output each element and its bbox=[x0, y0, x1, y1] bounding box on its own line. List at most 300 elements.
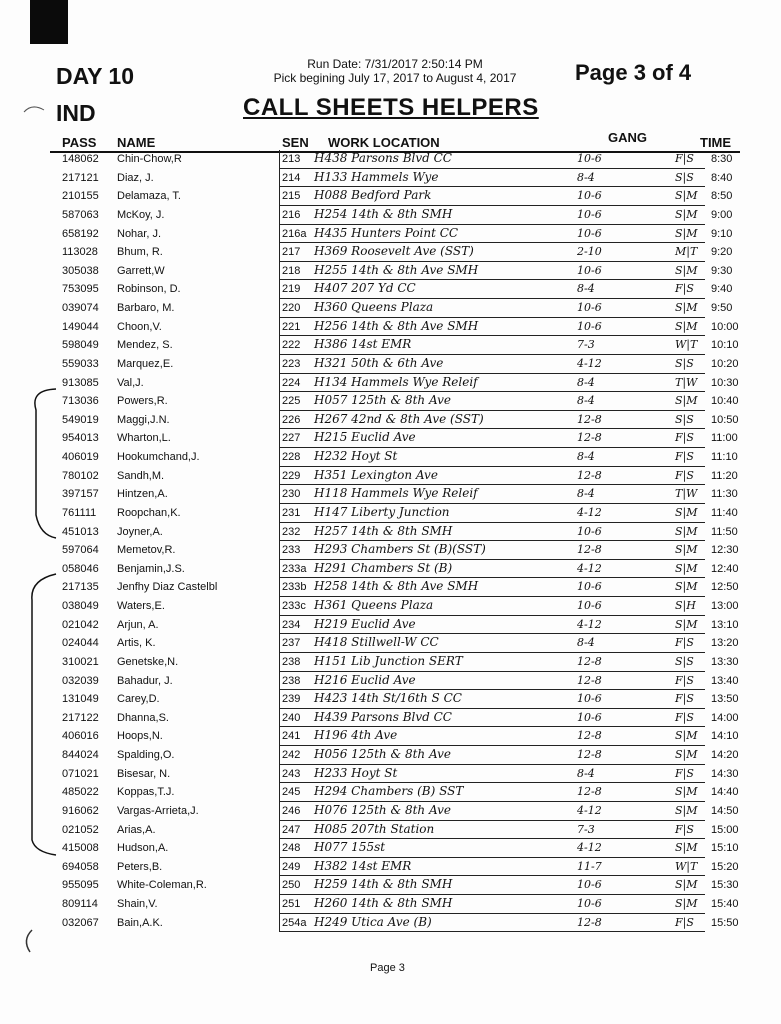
pass-cell: 753095 bbox=[62, 283, 99, 296]
sen-cell: 230 bbox=[282, 488, 301, 501]
work-location-cell: H439 Parsons Blvd CC bbox=[314, 709, 452, 724]
pass-cell: 916062 bbox=[62, 804, 99, 817]
gang-cell: 8-4 bbox=[577, 636, 595, 650]
sen-cell: 239 bbox=[282, 693, 301, 706]
work-location-cell: H361 Queens Plaza bbox=[314, 598, 434, 612]
pass-cell: 406016 bbox=[62, 730, 99, 743]
work-location-cell: H216 Euclid Ave bbox=[314, 672, 416, 687]
name-cell: Genetske,N. bbox=[117, 655, 179, 668]
col-work-location: WORK LOCATION bbox=[328, 135, 440, 150]
time-cell: 11:40 bbox=[711, 506, 738, 519]
pass-cell: 694058 bbox=[62, 860, 99, 873]
name-cell: Arjun, A. bbox=[117, 618, 159, 631]
sen-cell: 233b bbox=[282, 581, 307, 594]
sen-cell: 248 bbox=[282, 842, 301, 855]
work-location-cell: H215 Euclid Ave bbox=[314, 430, 416, 445]
time-cell: 13:40 bbox=[711, 674, 739, 687]
pass-cell: 148062 bbox=[62, 153, 99, 165]
days-off-cell: S|M bbox=[675, 617, 698, 631]
sen-cell: 227 bbox=[282, 432, 301, 445]
time-cell: 11:10 bbox=[711, 451, 738, 463]
pass-cell: 485022 bbox=[62, 786, 99, 799]
sen-cell: 229 bbox=[282, 469, 301, 482]
pass-cell: 713036 bbox=[62, 395, 99, 408]
pass-cell: 305038 bbox=[62, 264, 99, 277]
sen-cell: 247 bbox=[282, 823, 301, 836]
sen-cell: 233c bbox=[282, 600, 306, 612]
time-cell: 15:40 bbox=[711, 898, 739, 910]
page-counter: Page 3 of 4 bbox=[575, 60, 692, 85]
sen-cell: 220 bbox=[282, 302, 301, 314]
gang-cell: 4-12 bbox=[577, 356, 602, 370]
sen-cell: 234 bbox=[282, 618, 301, 631]
time-cell: 11:50 bbox=[711, 525, 738, 538]
work-location-cell: H423 14th St/16th S CC bbox=[314, 691, 462, 706]
day-label: DAY 10 bbox=[56, 63, 135, 89]
gang-cell: 12-8 bbox=[577, 468, 602, 482]
days-off-cell: T|W bbox=[675, 487, 698, 501]
days-off-cell: S|M bbox=[675, 580, 698, 594]
name-cell: Peters,B. bbox=[117, 860, 163, 873]
gang-cell: 4-12 bbox=[577, 617, 602, 631]
pass-cell: 210155 bbox=[62, 190, 99, 203]
name-cell: Barbaro, M. bbox=[117, 302, 175, 314]
gang-cell: 10-6 bbox=[577, 897, 602, 910]
sen-cell: 232 bbox=[282, 525, 301, 538]
work-location-cell: H249 Utica Ave (B) bbox=[314, 914, 432, 929]
days-off-cell: F|S bbox=[675, 822, 694, 836]
gang-cell: 7-3 bbox=[577, 822, 595, 836]
work-location-cell: H118 Hammels Wye Releif bbox=[314, 486, 478, 501]
pass-cell: 397157 bbox=[62, 488, 99, 501]
gang-cell: 12-8 bbox=[577, 915, 602, 929]
sen-cell: 214 bbox=[282, 171, 301, 184]
days-off-cell: F|S bbox=[675, 450, 694, 463]
time-cell: 9:40 bbox=[711, 283, 733, 296]
pass-cell: 598049 bbox=[62, 339, 99, 352]
time-cell: 9:30 bbox=[711, 264, 733, 277]
name-cell: Arias,A. bbox=[117, 823, 156, 836]
pass-cell: 032067 bbox=[62, 916, 99, 929]
time-cell: 8:50 bbox=[711, 190, 733, 203]
gang-cell: 10-6 bbox=[577, 710, 602, 724]
time-cell: 9:20 bbox=[711, 246, 733, 259]
work-location-cell: H219 Euclid Ave bbox=[314, 616, 416, 631]
days-off-cell: S|M bbox=[675, 189, 698, 203]
sen-cell: 243 bbox=[282, 767, 301, 780]
pass-cell: 024044 bbox=[62, 637, 99, 650]
name-cell: Maggi,J.N. bbox=[117, 413, 170, 426]
days-off-cell: S|M bbox=[675, 785, 698, 799]
time-cell: 10:30 bbox=[711, 376, 739, 389]
work-location-cell: H232 Hoyt St bbox=[314, 449, 398, 463]
gang-cell: 12-8 bbox=[577, 673, 602, 687]
days-off-cell: S|M bbox=[675, 524, 698, 538]
pick-range: Pick begining July 17, 2017 to August 4, 2017 bbox=[273, 71, 517, 85]
work-location-cell: H438 Parsons Blvd CC bbox=[314, 151, 452, 165]
gang-cell: 12-8 bbox=[577, 431, 602, 445]
pass-cell: 021042 bbox=[62, 618, 99, 631]
sen-cell: 219 bbox=[282, 283, 301, 296]
name-cell: Bahadur, J. bbox=[117, 674, 173, 687]
days-off-cell: S|M bbox=[675, 729, 698, 743]
time-cell: 14:10 bbox=[711, 730, 739, 743]
sen-cell: 249 bbox=[282, 860, 301, 873]
days-off-cell: S|M bbox=[675, 394, 698, 408]
days-off-cell: S|M bbox=[675, 897, 698, 910]
time-cell: 13:00 bbox=[711, 600, 739, 612]
work-location-cell: H351 Lexington Ave bbox=[314, 467, 438, 482]
time-cell: 15:30 bbox=[711, 879, 739, 892]
name-cell: Mendez, S. bbox=[117, 339, 173, 352]
sen-cell: 251 bbox=[282, 898, 301, 910]
name-cell: Bisesar, N. bbox=[117, 767, 171, 780]
name-cell: Bain,A.K. bbox=[117, 916, 163, 929]
col-gang: GANG bbox=[608, 130, 647, 145]
days-off-cell: F|S bbox=[675, 766, 694, 780]
gang-cell: 10-6 bbox=[577, 263, 602, 277]
days-off-cell: F|S bbox=[675, 636, 694, 650]
time-cell: 15:00 bbox=[711, 823, 739, 836]
work-location-cell: H293 Chambers St (B)(SST) bbox=[314, 542, 486, 557]
col-name: NAME bbox=[117, 135, 156, 150]
pass-cell: 658192 bbox=[62, 227, 99, 240]
sen-cell: 254a bbox=[282, 916, 307, 929]
gang-cell: 7-3 bbox=[577, 338, 595, 352]
gang-cell: 4-12 bbox=[577, 803, 602, 817]
gang-cell: 10-6 bbox=[577, 152, 602, 165]
name-cell: Carey,D. bbox=[117, 693, 160, 706]
pass-cell: 451013 bbox=[62, 525, 99, 538]
days-off-cell: F|S bbox=[675, 431, 694, 445]
gang-cell: 10-6 bbox=[577, 599, 602, 612]
work-location-cell: H256 14th & 8th Ave SMH bbox=[314, 318, 479, 333]
name-cell: Delamaza, T. bbox=[117, 190, 181, 203]
work-location-cell: H260 14th & 8th SMH bbox=[314, 896, 453, 910]
sen-cell: 250 bbox=[282, 879, 301, 892]
work-location-cell: H291 Chambers St (B) bbox=[314, 560, 453, 575]
time-cell: 12:40 bbox=[711, 562, 739, 575]
sen-cell: 222 bbox=[282, 339, 301, 352]
pass-cell: 217135 bbox=[62, 581, 99, 594]
pass-cell: 913085 bbox=[62, 376, 99, 389]
gang-cell: 8-4 bbox=[577, 450, 595, 463]
time-cell: 8:30 bbox=[711, 153, 733, 165]
name-cell: Jenfhy Diaz Castelbl bbox=[117, 581, 218, 594]
gang-cell: 12-8 bbox=[577, 412, 602, 426]
ind-label: IND bbox=[56, 100, 96, 126]
days-off-cell: S|M bbox=[675, 301, 698, 314]
pass-cell: 587063 bbox=[62, 208, 99, 221]
work-location-cell: H258 14th & 8th Ave SMH bbox=[314, 579, 479, 594]
gang-cell: 2-10 bbox=[577, 245, 602, 259]
time-cell: 14:00 bbox=[711, 711, 739, 724]
pass-cell: 559033 bbox=[62, 357, 99, 370]
sen-cell: 215 bbox=[282, 190, 301, 203]
name-cell: Waters,E. bbox=[117, 600, 165, 612]
sen-cell: 238 bbox=[282, 674, 301, 687]
col-time: TIME bbox=[700, 135, 732, 150]
sen-cell: 216a bbox=[282, 227, 307, 240]
pass-cell: 597064 bbox=[62, 544, 99, 557]
days-off-cell: T|W bbox=[675, 375, 698, 389]
time-cell: 13:20 bbox=[711, 637, 739, 650]
time-cell: 10:00 bbox=[711, 320, 739, 333]
name-cell: Powers,R. bbox=[117, 395, 168, 408]
pass-cell: 217122 bbox=[62, 711, 99, 724]
gang-cell: 10-6 bbox=[577, 319, 602, 333]
days-off-cell: S|M bbox=[675, 878, 698, 892]
gang-cell: 10-6 bbox=[577, 692, 602, 706]
days-off-cell: S|H bbox=[675, 599, 696, 612]
time-cell: 13:50 bbox=[711, 693, 739, 706]
name-cell: Wharton,L. bbox=[117, 432, 171, 445]
sen-cell: 213 bbox=[282, 153, 301, 165]
name-cell: Val,J. bbox=[117, 376, 144, 389]
name-cell: McKoy, J. bbox=[117, 208, 165, 221]
gang-cell: 11-7 bbox=[577, 859, 602, 873]
days-off-cell: S|M bbox=[675, 319, 698, 333]
name-cell: Spalding,O. bbox=[117, 749, 175, 761]
work-location-cell: H369 Roosevelt Ave (SST) bbox=[314, 244, 474, 259]
time-cell: 11:30 bbox=[711, 488, 738, 501]
gang-cell: 8-4 bbox=[577, 375, 595, 389]
work-location-cell: H259 14th & 8th SMH bbox=[314, 877, 453, 892]
days-off-cell: S|M bbox=[675, 505, 698, 519]
days-off-cell: F|S bbox=[675, 915, 694, 929]
name-cell: Roopchan,K. bbox=[117, 506, 181, 519]
pass-cell: 113028 bbox=[62, 246, 98, 259]
time-cell: 9:00 bbox=[711, 208, 733, 221]
sen-cell: 225 bbox=[282, 395, 301, 408]
time-cell: 13:10 bbox=[711, 618, 739, 631]
time-cell: 11:00 bbox=[711, 432, 738, 445]
days-off-cell: F|S bbox=[675, 692, 694, 706]
work-location-cell: H134 Hammels Wye Releif bbox=[314, 374, 478, 389]
gang-cell: 12-8 bbox=[577, 785, 602, 799]
name-cell: Chin-Chow,R bbox=[117, 153, 182, 165]
work-location-cell: H085 207th Station bbox=[314, 821, 435, 836]
days-off-cell: S|M bbox=[675, 263, 698, 277]
gang-cell: 12-8 bbox=[577, 729, 602, 743]
pass-cell: 071021 bbox=[62, 767, 99, 780]
name-cell: Garrett,W bbox=[117, 264, 165, 277]
pass-cell: 415008 bbox=[62, 842, 99, 855]
sen-cell: 224 bbox=[282, 376, 301, 389]
days-off-cell: F|S bbox=[675, 710, 694, 724]
time-cell: 15:50 bbox=[711, 916, 739, 929]
gang-cell: 4-12 bbox=[577, 841, 602, 855]
work-location-cell: H418 Stillwell-W CC bbox=[314, 635, 439, 650]
sen-cell: 245 bbox=[282, 786, 301, 799]
days-off-cell: S|M bbox=[675, 543, 698, 557]
name-cell: Memetov,R. bbox=[117, 544, 176, 557]
gang-cell: 4-12 bbox=[577, 561, 602, 575]
sen-cell: 233 bbox=[282, 544, 301, 557]
sen-cell: 231 bbox=[282, 506, 301, 519]
work-location-cell: H056 125th & 8th Ave bbox=[314, 747, 452, 761]
work-location-cell: H386 14st EMR bbox=[314, 337, 412, 352]
name-cell: Bhum, R. bbox=[117, 246, 163, 259]
gang-cell: 12-8 bbox=[577, 748, 602, 761]
work-location-cell: H294 Chambers (B) SST bbox=[314, 784, 464, 799]
pass-cell: 058046 bbox=[62, 562, 99, 575]
work-location-cell: H254 14th & 8th SMH bbox=[314, 206, 453, 221]
days-off-cell: M|T bbox=[675, 245, 698, 259]
pass-cell: 217121 bbox=[62, 171, 99, 184]
days-off-cell: S|M bbox=[675, 207, 698, 221]
gang-cell: 4-12 bbox=[577, 505, 602, 519]
time-cell: 12:50 bbox=[711, 581, 739, 594]
work-location-cell: H435 Hunters Point CC bbox=[314, 225, 459, 240]
pass-cell: 549019 bbox=[62, 413, 99, 426]
days-off-cell: W|T bbox=[675, 338, 698, 352]
name-cell: Nohar, J. bbox=[117, 227, 162, 240]
sen-cell: 216 bbox=[282, 208, 301, 221]
work-location-cell: H321 50th & 6th Ave bbox=[314, 355, 444, 370]
pass-cell: 149044 bbox=[62, 320, 99, 333]
work-location-cell: H077 155st bbox=[314, 840, 386, 855]
time-cell: 9:50 bbox=[711, 302, 733, 314]
time-cell: 11:20 bbox=[711, 469, 738, 482]
time-cell: 10:20 bbox=[711, 357, 739, 370]
work-location-cell: H133 Hammels Wye bbox=[314, 169, 439, 184]
pass-cell: 038049 bbox=[62, 600, 99, 612]
work-location-cell: H233 Hoyt St bbox=[314, 765, 398, 780]
sen-cell: 237 bbox=[282, 637, 301, 650]
run-date: Run Date: 7/31/2017 2:50:14 PM bbox=[307, 57, 483, 71]
name-cell: Shain,V. bbox=[117, 898, 158, 910]
sen-cell: 238 bbox=[282, 655, 301, 668]
work-location-cell: H147 Liberty Junction bbox=[314, 504, 450, 519]
gang-cell: 10-6 bbox=[577, 189, 602, 203]
pass-cell: 955095 bbox=[62, 879, 99, 892]
pass-cell: 954013 bbox=[62, 432, 99, 445]
time-cell: 12:30 bbox=[711, 544, 739, 557]
work-location-cell: H057 125th & 8th Ave bbox=[314, 393, 452, 408]
days-off-cell: F|S bbox=[675, 468, 694, 482]
days-off-cell: F|S bbox=[675, 673, 694, 687]
gang-cell: 8-4 bbox=[577, 282, 595, 296]
work-location-cell: H267 42nd & 8th Ave (SST) bbox=[314, 411, 484, 426]
name-cell: Dhanna,S. bbox=[117, 711, 169, 724]
days-off-cell: F|S bbox=[675, 152, 694, 165]
name-cell: Artis, K. bbox=[117, 637, 156, 650]
days-off-cell: S|M bbox=[675, 803, 698, 817]
pass-cell: 844024 bbox=[62, 749, 99, 761]
gang-cell: 12-8 bbox=[577, 543, 602, 557]
time-cell: 14:30 bbox=[711, 767, 739, 780]
work-location-cell: H360 Queens Plaza bbox=[314, 300, 434, 314]
name-cell: Hudson,A. bbox=[117, 842, 169, 855]
days-off-cell: S|M bbox=[675, 561, 698, 575]
page-title: CALL SHEETS HELPERS bbox=[243, 94, 539, 121]
sen-cell: 226 bbox=[282, 413, 301, 426]
pass-cell: 039074 bbox=[62, 302, 99, 314]
name-cell: Hintzen,A. bbox=[117, 488, 168, 501]
time-cell: 14:40 bbox=[711, 786, 739, 799]
page-footer: Page 3 bbox=[370, 962, 405, 974]
sen-cell: 246 bbox=[282, 804, 301, 817]
time-cell: 13:30 bbox=[711, 655, 739, 668]
gang-cell: 10-6 bbox=[577, 226, 602, 240]
sen-cell: 228 bbox=[282, 451, 301, 463]
days-off-cell: W|T bbox=[675, 859, 698, 873]
name-cell: Joyner,A. bbox=[117, 525, 163, 538]
time-cell: 10:10 bbox=[711, 339, 739, 352]
work-location-cell: H151 Lib Junction SERT bbox=[314, 653, 463, 668]
days-off-cell: S|S bbox=[675, 654, 694, 668]
time-cell: 10:40 bbox=[711, 395, 739, 408]
days-off-cell: S|M bbox=[675, 226, 698, 240]
gang-cell: 8-4 bbox=[577, 766, 595, 780]
name-cell: Hoops,N. bbox=[117, 730, 163, 743]
work-location-cell: H196 4th Ave bbox=[314, 728, 398, 743]
work-location-cell: H076 125th & 8th Ave bbox=[314, 802, 452, 817]
sen-cell: 217 bbox=[282, 246, 301, 259]
sen-cell: 241 bbox=[282, 730, 301, 743]
time-cell: 15:10 bbox=[711, 842, 739, 855]
gang-cell: 8-4 bbox=[577, 170, 595, 184]
pass-cell: 761111 bbox=[62, 506, 97, 519]
time-cell: 14:20 bbox=[711, 749, 739, 761]
pass-cell: 780102 bbox=[62, 469, 99, 482]
days-off-cell: F|S bbox=[675, 282, 694, 296]
pass-cell: 131049 bbox=[62, 693, 99, 706]
work-location-cell: H255 14th & 8th Ave SMH bbox=[314, 262, 479, 277]
name-cell: Koppas,T.J. bbox=[117, 786, 175, 799]
name-cell: White-Coleman,R. bbox=[117, 879, 207, 892]
sen-cell: 223 bbox=[282, 357, 301, 370]
time-cell: 14:50 bbox=[711, 804, 739, 817]
work-location-cell: H407 207 Yd CC bbox=[314, 281, 416, 296]
time-cell: 9:10 bbox=[711, 227, 733, 240]
name-cell: Sandh,M. bbox=[117, 469, 165, 482]
days-off-cell: S|M bbox=[675, 841, 698, 855]
sen-cell: 240 bbox=[282, 711, 301, 724]
time-cell: 15:20 bbox=[711, 860, 739, 873]
gang-cell: 12-8 bbox=[577, 654, 602, 668]
time-cell: 10:50 bbox=[711, 413, 739, 426]
gang-cell: 8-4 bbox=[577, 394, 595, 408]
name-cell: Robinson, D. bbox=[117, 283, 181, 296]
pass-cell: 809114 bbox=[62, 898, 98, 910]
days-off-cell: S|S bbox=[675, 356, 694, 370]
col-pass: PASS bbox=[62, 135, 97, 150]
col-sen: SEN bbox=[282, 135, 309, 150]
sen-cell: 233a bbox=[282, 562, 307, 575]
gang-cell: 10-6 bbox=[577, 207, 602, 221]
pass-cell: 310021 bbox=[62, 655, 99, 668]
name-cell: Vargas-Arrieta,J. bbox=[117, 804, 199, 817]
name-cell: Marquez,E. bbox=[117, 357, 174, 370]
gang-cell: 10-6 bbox=[577, 524, 602, 538]
sen-cell: 221 bbox=[282, 320, 301, 333]
sen-cell: 218 bbox=[282, 264, 301, 277]
gang-cell: 10-6 bbox=[577, 580, 602, 594]
work-location-cell: H382 14st EMR bbox=[314, 858, 412, 873]
time-cell: 8:40 bbox=[711, 171, 733, 184]
gang-cell: 8-4 bbox=[577, 487, 595, 501]
gang-cell: 10-6 bbox=[577, 301, 602, 314]
pass-cell: 032039 bbox=[62, 674, 99, 687]
name-cell: Hookumchand,J. bbox=[117, 451, 200, 463]
days-off-cell: S|S bbox=[675, 412, 694, 426]
name-cell: Benjamin,J.S. bbox=[117, 562, 185, 575]
sen-cell: 242 bbox=[282, 749, 301, 761]
work-location-cell: H257 14th & 8th SMH bbox=[314, 523, 453, 538]
work-location-cell: H088 Bedford Park bbox=[314, 188, 432, 203]
